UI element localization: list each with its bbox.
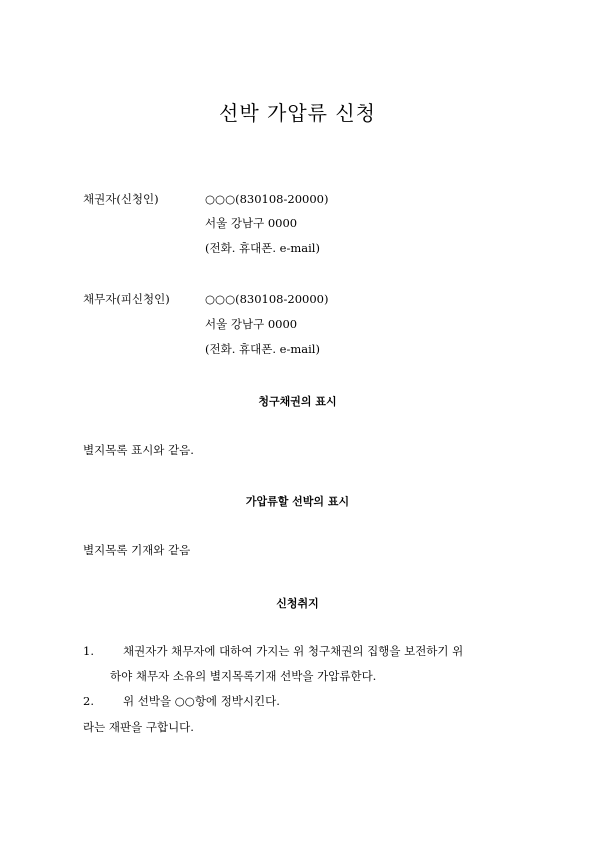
- purpose-heading: 신청취지: [276, 597, 319, 610]
- debtor-name-line: ○○○(830108-20000): [205, 292, 329, 306]
- purpose-item-line: 채권자가 채무자에 대하여 가지는 위 청구채권의 집행을 보전하기 위: [123, 644, 464, 658]
- debtor-label: 채무자(피신청인): [83, 292, 170, 306]
- closing-text: 라는 재판을 구합니다.: [83, 720, 194, 734]
- debtor-address-line: 서울 강남구 0000: [205, 317, 298, 331]
- purpose-item-number: 1.: [83, 644, 94, 658]
- creditor-name-line: ○○○(830108-20000): [205, 192, 329, 206]
- creditor-label: 채권자(신청인): [83, 192, 159, 206]
- purpose-item-line: 하야 채무자 소유의 별지목록기재 선박을 가압류한다.: [110, 669, 377, 683]
- creditor-address-line: 서울 강남구 0000: [205, 216, 298, 230]
- purpose-item-number: 2.: [83, 694, 94, 708]
- creditor-contact-line: (전화. 휴대폰. e-mail): [205, 241, 320, 255]
- purpose-item-line: 위 선박을 ○○항에 정박시킨다.: [123, 694, 280, 708]
- document-title: 선박 가압류 신청: [219, 101, 376, 125]
- claim-text: 별지목록 표시와 같음.: [83, 443, 194, 457]
- claim-heading: 청구채권의 표시: [258, 395, 337, 408]
- ship-text: 별지목록 기재와 같음: [83, 543, 191, 557]
- debtor-contact-line: (전화. 휴대폰. e-mail): [205, 342, 320, 356]
- ship-heading: 가압류할 선박의 표시: [245, 495, 350, 508]
